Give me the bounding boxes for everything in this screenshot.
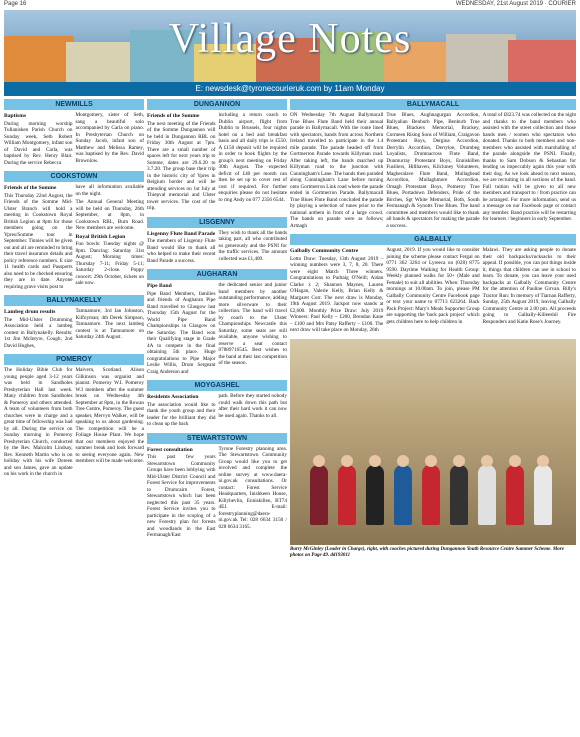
email-bar: E: newsdesk@tyronecourieruk.com by 11am Monday [4,82,576,96]
column-right [290,99,576,559]
person-figure [506,465,524,525]
section-heading-cookstown: COOKSTOWN [4,171,144,182]
masthead-banner [4,10,576,82]
article-text: have all information available on the night. [75,184,144,197]
section-heading-moygashel: MOYGASHEL [147,380,287,391]
article-text: The association would like to thank the youth group and their leader for the brilliant they did to clean up the back [147,401,216,427]
section-heading-augharan: AUGHARAN [147,269,287,280]
article-text: Montgomery, sister of Seth, sang a beautiful solo accompanied by Carla on piano. In Presbyterian Church on Sunday Jacob, infant son of Matthew and Melissa Ramey, was baptised by the Rev. David Brownlow. [75,112,144,164]
column-middle [147,99,287,541]
page-title: Village Notes [168,16,412,62]
article-text: The members of Lisgenny Flute Band would like to thank all who helped to make their recent Band Parade a success. [147,238,216,264]
person-head [481,455,493,467]
person-head [313,455,325,467]
person-head [509,455,521,467]
photo-caption: Barry McGinley (Leader in Charge), right, with coaches pictured during Dungannon Youth Resource Centre Summer Scheme. More photos on Page 49. dd193011 [290,546,564,558]
person-head [453,455,465,467]
page-number: Page 16 [4,1,27,7]
article-subheading: Galbally Community Centre [290,248,359,254]
person-head [341,455,353,467]
person-figure [338,465,356,525]
person-head [537,455,549,467]
article-text: The next meeting of the Friends of the Somme Dungannon will be held in Dungannon RBL on Friday 30th August at 7pm. There are a small number of spaces left for next years trip to Somme, dates are 29.6.20 to 3.7.20. The group base their trip in the historic city of Ypres in Belgium border and will be attending services on 1st July at Thiepval memorial and Ulster tower services. The cost of the trip, [147,120,216,211]
section-heading-stewartstown: STEWARTSTOWN [147,433,287,444]
person-head [425,455,437,467]
article-text: The Holiday Bible Club for young people aged 3-12 years was held in Sandholes Presbyterian Hall last week. Many children from Sandholes & Pomeroy and others attended. A team of volunteers from both churches were in charge and a great time of fellowship was had by all. During the service on Sunday morning in Pomeroy Presbyterian Church, conducted by the Rev. Malcolm Lindsay, Rev. Kenneth Martin who is on holiday with his wife Doreen and son James, gave an update on his work in the church in [4,367,73,477]
article-subheading: Residents Association [147,394,199,400]
article-subheading: Baptisms [4,113,27,119]
article-subheading: Royal British Legion [75,233,126,240]
person-head [369,455,381,467]
article-text: Tyrone Forestry planning area. The Stewartstown Community Group would like you to get involved and complete the online survey at www.daera-ni.gov.uk consultations. Or contact: Forest Service Headquarters, Inishkeen House, Killyhevlin, Enniskillen, BT74 4EJ. E-mail: forestryplanning@daera-ni.gov.uk Tel: 028 6634 3150 / 028 6634 3165. [218,445,287,530]
article-text: They wish to thank all the bands taking part, all who contributed so generously and the PSNI for the traffic services. The amount collected was £1,409. [218,229,287,262]
article-subheading: Forest consultation [147,446,193,453]
section-heading-newmills: NEWMILLS [4,99,144,110]
article-subheading: Friends of the Somme [4,185,57,191]
article-text: During morning worship Tullanisken Parish Church on Sunday week, Seth Robert William Montgomery, infant son of David and Carla, was baptised by Rev. Henry Blair. During the service Rebecca [4,120,73,166]
article-text: The Mid-Ulster Drumming Association held a lambeg contest in Ballynakelly. Results: 1st Jim McIntyre, Cough; 2nd David Hughes, [4,316,73,349]
article-text: the dedicated senior and junior band members by another outstanding performance, adding more silverware to their collection. The band will travel by coach to the Ulster Championships Newcastle this Saturday, some seats are still available, anyone wishing to reserve a seat contact 07889716545. Best wishes to the band at their last competition of the season. [218,282,287,366]
section-heading-galbally: GALBALLY [290,234,576,245]
article-text: True Blues, Aughnagurgan Accordion, Ballyalian Benburb Pipe, Benburb True Blues, Blackers Memorial, Brackey, Cormeen Rising Sons of William, Craigavon Protestant Boys, Dergina Accordion, Derrylin Accordion, Derryloe, Drumbeg Loyalists, Drumnacross Flute Band, Dunmurray Protestant Boys, Enniskillen Fusiliers, Hillhaven, Kilcluney Volunteers, Magheralave Flute Band, Mullaghead Accordion, Mullaghmore Accordion, Omagh Protestant Boys, Pomeroy True Blues, Portadown Defenders, Pride of the Birches, Sgt White Memorial, Both, South Fermanagh & Synotts True Blues. The band committee and members would like to thank all bands & spectators for making the parade a success. [386,112,480,229]
article-text: ON Wednesday 7th August Ballymacall True Blues Flute Band held their annual parade in Ballymacall. With the route lined with spectators, bands from across Northern Ireland travelled to participate in the 1.4 mile parade. The parade headed off from Gortmerron Parade towards Killyman road. After taking left, the bands marched up Killyman road to the junction with Cunningham's Lane. The bands then paraded along Cunningham's Lane before turning onto Gortmerron Link road where the parade ended in Gortmerron Parade. Ballymacall True Blues Flute Band concluded the parade by playing a selection of tunes prior to the national anthem in front of a large crowd. The bands on parade were as follows; Armagh [290,112,384,229]
group-photo [290,339,576,545]
column-left [4,99,144,480]
person-figure [450,465,468,525]
section-heading-lisgenny: LISGENNY [147,217,287,228]
section-heading-pomeroy: POMEROY [4,354,144,365]
page-header-bar [4,1,576,10]
article-text: Tamnamore; 3rd Ian Johnston, Kilfoyman; 4th Derek Simpson, Tamnamore. The next lambeg contest is at Tamnamore on Saturday 24th August. [75,308,144,340]
person-figure [422,465,440,525]
article-text: including a return coach to Dublin airport, flight from Dublin to Brussels, four nights hotel on a bed and breakfast basis and all daily trips is £550. A £150 deposit will be required in order to book flights by the group's next meeting on Friday 30th August. The expected deficit of £40 per month can then be set up to cover rest of cost if required. For further enquiries please do not hesitate to ring Andy on 077 2356 6544. [218,112,287,203]
section-heading-ballynakelly: BALLYNAKELLY [4,295,144,306]
article-text: August, 2019. If you would like to consider joining the scheme please contact Fergal on 0771 362 3264 or Lyreeca on (028) 8775 9590. Daytime Walking for Health Group: Weekly planned walks for 50+ (Male and Female) to suit all abilities. When: Thursday mornings at 10.00am. To join, please PM Galbally Community Centre Facebook page or text your name to 07713 623264. Back Pack Project: Mary's Meals Supporter Group are supporting the 'back pack project' which gets children here to help children in [386,247,480,325]
article-subheading: Lambeg drum results [4,309,56,315]
article-subheading: Pipe Band [147,283,172,289]
person-figure [366,465,384,525]
article-text: Fun bowls: Tuesday nights @ 8pm. Dancing: Saturday 31st August; Morning times: Thursday 7-11; Friday 5-11; Saturday 2-close. Poppy concert: 29th October, tickets on sale now. [75,241,144,286]
section-heading-ballymacall: BALLYMACALL [290,99,576,110]
section-heading-dungannon: DUNGANNON [147,99,287,110]
person-figure [310,465,328,525]
article-text: The Annual General Meeting will be held on Thursday, 26th September, at 8pm, in Cookstown RBL, Burn Road. New members are welcome. [75,199,144,231]
article-text: Pipe Band Members, families and friends of Augharan Pipe Band travelled to Glasgow last Thursday 15th August for the World Pipe Band Championships in Glasgow on the Saturday. The Band won their Qualifying stage in Grade 4A to compete in the final obtaining 5th place. Huge congratulations to Pipe Major Leslie Willis, Drum Sergeant Craig Anderson and [147,290,216,375]
article-text: Malawi. They are asking people to donate their old backpacks/rucksacks to their appeal. If possible, you can put things inside it, things that children can use in school to learn. To donate, you can leave your used backpacks at Galbally Community Centre for the attention of Pauline Girvan. Billy's Tractor Run: In memory of Tiarnan Rafferty, Sunday, 25th August 2019, leaving Galbally Community Centre at 2.00 pm. All proceeds going to Galbally-Killeeshil Fire Responders and Katie Rose's Journey. [482,247,576,325]
article-subheading: Friends of the Somme [147,113,200,119]
article-text: Malvern, Scotland. Alison Gilkinson was organist and pianist. Pomeroy W.I. Pomeroy W.I members after the summer break on Wednesday 4th September at 8pm, in the Rowan Tree Centre, Pomeroy. The guest speaker, Mervyn Walker, will be speaking to us about gardening. The competition will be a Foliage House Plant. We hope that our members enjoyed the summer break and look forward to seeing everyone again. New members will be made welcome. [75,367,144,464]
person-figure [534,465,552,525]
person-figure [478,465,496,525]
article-subheading: Lisgenny Flute Band Parade [147,230,216,237]
article-text: This past few years Stewartstown Community Groups have been lobbying with Mid-Ulster District Council and Forest Service for improvements to Drumcairn Forest, Stewartstown which has been neglected this past 35 years. Forest Service invites you to participate in the scoping of a new Forestry plan for forests and woodlands in the East Fermanagh/East [147,454,216,538]
article-text: Lotto Draw: Tuesday, 13th August 2019 – winning numbers were 3, 7, 8, 20. There were eight Match Three winners. Congratulations to Padraig O'Neill; Aidan Clarke x 2; Shannon Maynes, Lauren O'Hagan, Valerie Kelly, Brian Kelly & Margaret Corr. The next draw is Monday, 19th August 2019. Jackpot now stands at £2,600. Monthly Prize Draw: July 2019 Winners: Paul Kelly – £200, Brendan Kane – £100 and Mrs Patsy Rafferty – £100. The next draw will take place on Monday, 26th [290,255,384,333]
article-text: This Thursday 22nd August, the Friends of the Somme Mid-Ulster Branch will hold a meeting in Cookstown Royal British Legion at 8pm for those members going on the Ypres/Somme tour in September. Tinnies will be given out and all are reminded to bring their travel insurance details and policy reference numbers. E size 11 health cards and Passports also need to be checked ensuring they are in date. Anyone requiring grave visits post to [4,192,73,290]
issue-date: WEDNESDAY, 21st August 2019 · COURIER [455,1,576,7]
person-figure [394,465,412,525]
article-text: path. Before they started nobody could walk down this path but after their hard work it can now be used again. Thanks to all. [218,393,287,419]
article-text: A total of £823.74 was collected on the night and thanks to the band members who assisted with the street collection and those bands men / women who spectators who donated. Thanks to both members and non-members who assisted with marshalling of the parade alongside the PSNI. Finally, thanks to Sam Dobson & Sebastian for lending us impeccably again this year with their dog. As we look ahead to next season, we are recruiting in all sections of the band. Full tuition will be given to all new members and transport to / from practice can be arranged. For more information, send us a message on our Facebook page or contact any member. Band practice will be restarting for learners / beginners in early September. [482,112,576,222]
person-head [397,455,409,467]
